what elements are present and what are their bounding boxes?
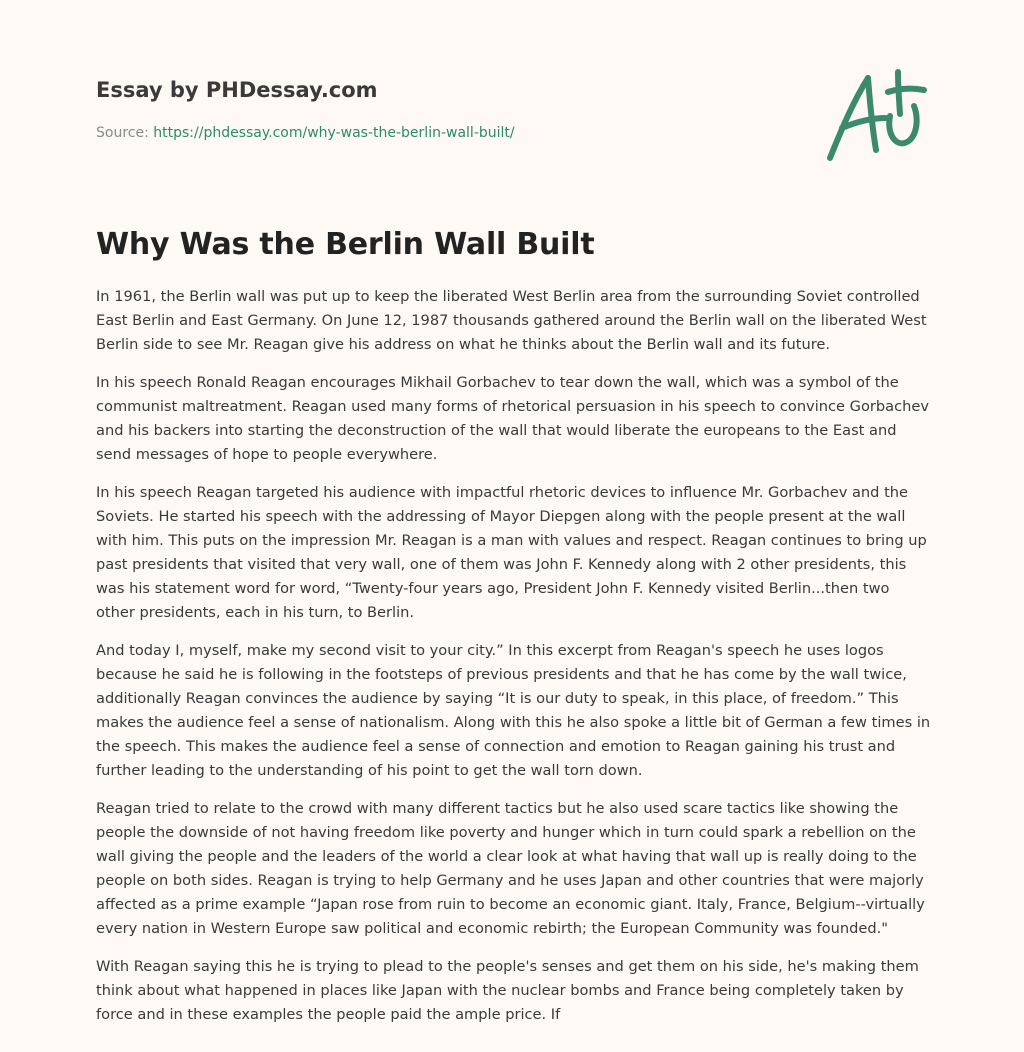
essay-header <box>96 76 856 143</box>
site-brand: Essay by PHDessay.com <box>96 78 378 102</box>
a-plus-logo-icon <box>820 66 930 166</box>
essay-paragraph: Reagan tried to relate to the crowd with many different tactics but he also used scare tactics like showing the people the downside of not having freedom like poverty and hunger which in turn could spark a rebellion on the wall giving the people and the leaders of the world a clear look at what having that wall up is really doing to the people on both sides. Reagan is trying to help Germany and he uses Japan and other countries that were majorly affected as a prime example “Japan rose from ruin to become an economic giant. Italy, France, Belgium--virtually every nation in Western Europe saw political and economic rebirth; the European Community was founded." <box>96 800 925 937</box>
essay-paragraph: In his speech Reagan targeted his audience with impactful rhetoric devices to influence Mr. Gorbachev and the Soviets. He started his speech with the addressing of Mayor Diepgen along with the people present at the wall with him. This puts on the impression Mr. Reagan is a man with values and respect. Reagan continues to bring up past presidents that visited that very wall, one of them was John F. Kennedy along with 2 other presidents, this was his statement word for word, “Twenty-four years ago, President John F. Kennedy visited Berlin...then two other presidents, each in his turn, to Berlin. <box>96 484 927 621</box>
source-line <box>96 123 856 143</box>
essay-title: Why Was the Berlin Wall Built <box>96 227 595 262</box>
essay-paragraph: In 1961, the Berlin wall was put up to keep the liberated West Berlin area from the surrounding Soviet controlled East Berlin and East Germany. On June 12, 1987 thousands gathered around the Berlin wall on the liberated West Berlin side to see Mr. Reagan give his address on what he thinks about the Berlin wall and its future. <box>96 288 927 353</box>
essay-paragraph: In his speech Ronald Reagan encourages Mikhail Gorbachev to tear down the wall, which was a symbol of the communist maltreatment. Reagan used many forms of rhetorical persuasion in his speech to convince Gorbachev and his backers into starting the deconstruction of the wall that would liberate the europeans to the East and send messages of hope to people everywhere. <box>96 374 929 463</box>
essay-paragraph: With Reagan saying this he is trying to plead to the people's senses and get them on his side, he's making them think about what happened in places like Japan with the nuclear bombs and France being completely taken by force and in these examples the people paid the ample price. If <box>96 958 919 1023</box>
source-link[interactable]: https://phdessay.com/why-was-the-berlin-wall-built/ <box>153 125 515 141</box>
essay-body <box>96 285 932 1041</box>
essay-paragraph: And today I, myself, make my second visit to your city.” In this excerpt from Reagan's speech he uses logos because he said he is following in the footsteps of previous presidents and that he has come by the wall twice, additionally Reagan convinces the audience by saying “It is our duty to speak, in this place, of freedom.” This makes the audience feel a sense of nationalism. Along with this he also spoke a little bit of German a few times in the speech. This makes the audience feel a sense of connection and emotion to Reagan gaining his trust and further leading to the understanding of his point to get the wall torn down. <box>96 642 931 779</box>
source-label: Source: <box>96 125 154 141</box>
